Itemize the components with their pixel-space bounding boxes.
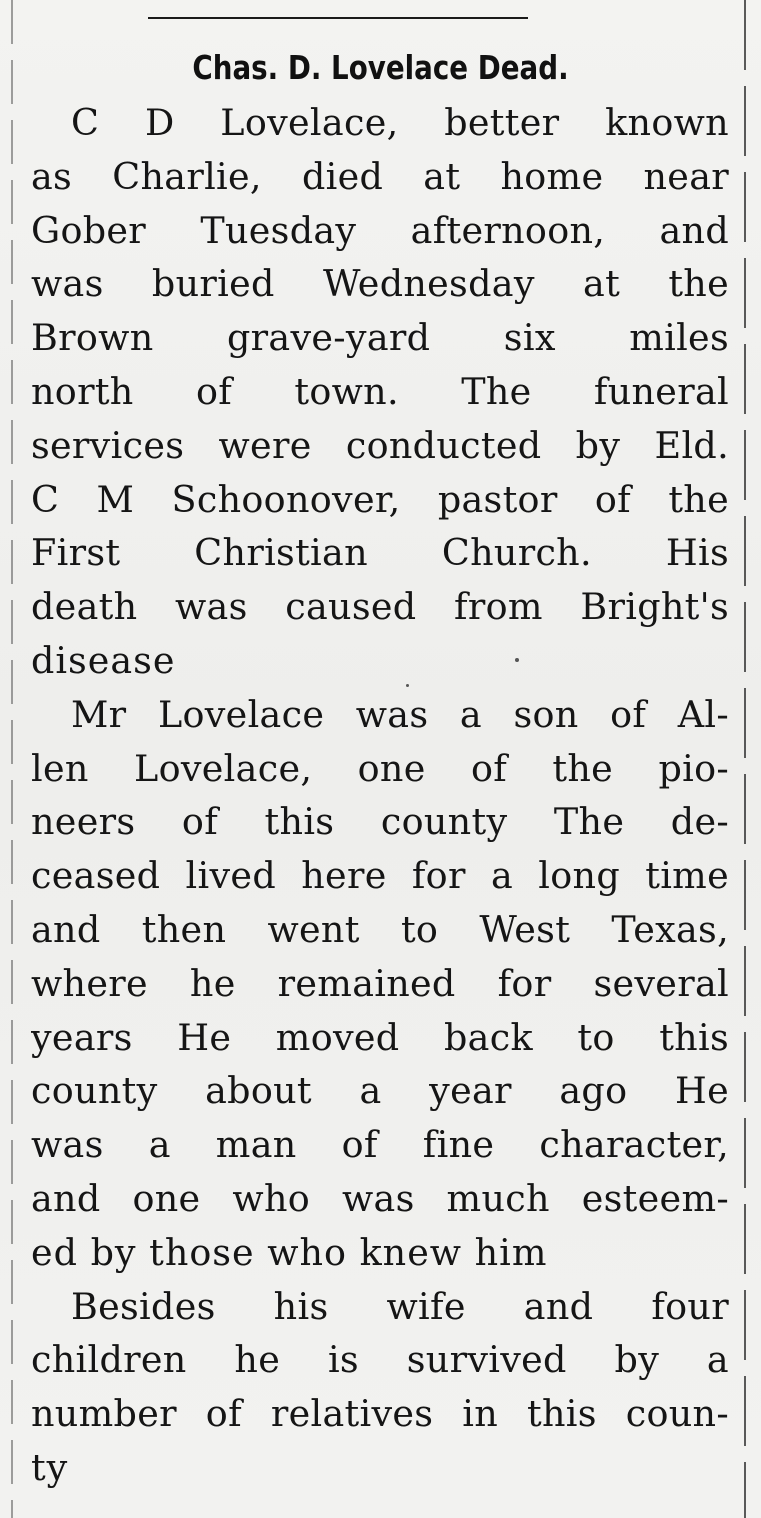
article-line: and then went to West Texas, [31,908,729,951]
section-divider-rule [148,17,528,19]
article-line: was buried Wednesday at the [31,262,729,306]
article-line: children he is survived by a [31,1338,729,1382]
article-line: services were conducted by Eld. [31,423,729,467]
article-headline: Chas. D. Lovelace Dead. [192,48,569,87]
column-rule-left [11,0,13,1518]
article-line: where he remained for several [31,961,729,1005]
column-rule-right [744,0,746,1518]
article-line: First Christian Church. His [31,531,729,575]
article-line: and one who was much esteem- [31,1177,729,1220]
article-line: disease [31,639,176,682]
article-line: as Charlie, died at home near [31,154,729,198]
article-line: len Lovelace, one of the pio- [31,746,729,790]
print-speck [515,658,519,662]
article-line: ty [31,1446,69,1489]
article-line: county about a year ago He [31,1069,729,1113]
article-line: death was caused from Bright's [31,585,729,629]
article-line: ceased lived here for a long time [31,854,729,898]
article-line: C M Schoonover, pastor of the [31,477,729,521]
article-line: Brown grave-yard six miles [31,316,729,360]
article-line: Mr Lovelace was a son of Al- [71,692,729,736]
article-line: Gober Tuesday afternoon, and [31,208,729,252]
article-line: was a man of fine character, [31,1123,729,1167]
article-line: years He moved back to this [31,1015,729,1059]
print-speck [406,684,409,687]
article-line: number of relatives in this coun- [31,1392,729,1436]
article-line: neers of this county The de- [31,800,729,844]
article-line: Besides his wife and four [71,1284,729,1328]
article-line: north of town. The funeral [31,370,729,413]
article-line: ed by those who knew him [31,1230,548,1274]
article-line: C D Lovelace, better known [71,101,729,144]
